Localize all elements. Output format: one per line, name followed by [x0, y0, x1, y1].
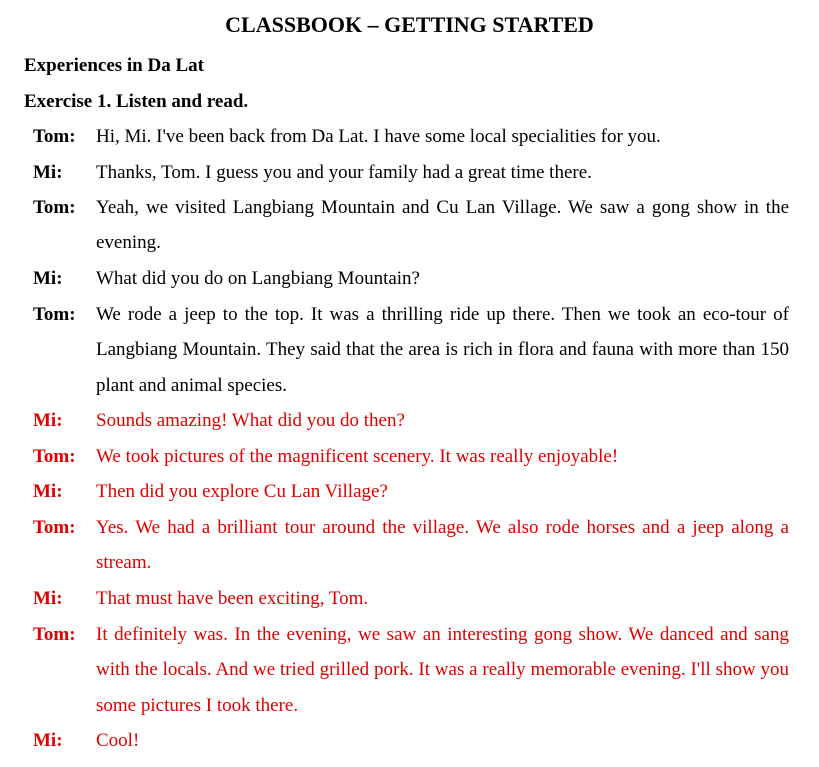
utterance-text: Yeah, we visited Langbiang Mountain and Cu Lan Village. We saw a gong show in the evening.	[96, 197, 789, 254]
speaker-label: Mi:	[33, 730, 63, 751]
speaker-label: Mi:	[33, 162, 63, 183]
utterance-text: What did you do on Langbiang Mountain?	[96, 268, 420, 289]
speaker-label: Mi:	[33, 481, 63, 502]
exercise-heading: Exercise 1. Listen and read.	[24, 91, 249, 112]
utterance-text: That must have been exciting, Tom.	[96, 588, 369, 609]
utterance-text: We rode a jeep to the top. It was a thrilling ride up there. Then we took an eco-tour of Langbiang Mountain. They said that the area is rich in flora and fauna with more than 150 plant and animal species.	[96, 304, 789, 396]
utterance-text: Then did you explore Cu Lan Village?	[96, 481, 388, 502]
speaker-label: Tom:	[33, 446, 76, 467]
utterance-text: Cool!	[96, 730, 140, 751]
utterance-text: We took pictures of the magnificent scenery. It was really enjoyable!	[96, 446, 619, 467]
utterance-text: It definitely was. In the evening, we saw an interesting gong show. We danced and sang with the locals. And we tried grilled pork. It was a really memorable evening. I'll show you some pictures I took there.	[96, 624, 789, 716]
speaker-label: Mi:	[33, 410, 63, 431]
speaker-label: Tom:	[33, 624, 76, 645]
speaker-label: Tom:	[33, 517, 76, 538]
utterance-text: Hi, Mi. I've been back from Da Lat. I have some local specialities for you.	[96, 126, 661, 147]
speaker-label: Tom:	[33, 126, 76, 147]
utterance-text: Yes. We had a brilliant tour around the village. We also rode horses and a jeep along a stream.	[96, 517, 789, 574]
section-heading: Experiences in Da Lat	[24, 55, 204, 76]
speaker-label: Tom:	[33, 304, 76, 325]
utterance-text: Thanks, Tom. I guess you and your family had a great time there.	[96, 162, 592, 183]
speaker-label: Mi:	[33, 268, 63, 289]
page-title: CLASSBOOK – GETTING STARTED	[225, 12, 594, 37]
speaker-label: Mi:	[33, 588, 63, 609]
speaker-label: Tom:	[33, 197, 76, 218]
utterance-text: Sounds amazing! What did you do then?	[96, 410, 405, 431]
